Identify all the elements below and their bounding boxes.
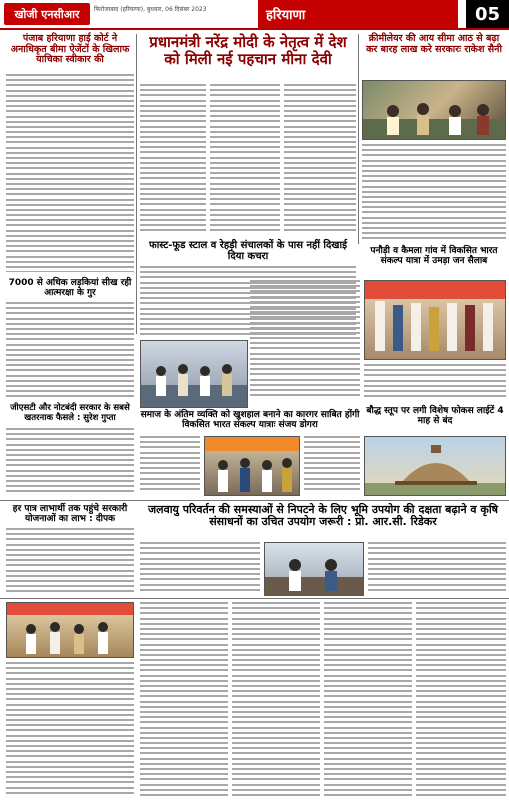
row-divider xyxy=(0,500,509,501)
photo-illustration xyxy=(141,341,248,408)
article-body xyxy=(368,542,506,596)
news-photo xyxy=(264,542,364,596)
article-body xyxy=(304,436,360,498)
article-body xyxy=(362,144,506,242)
photo-illustration xyxy=(365,281,506,360)
article-body xyxy=(6,428,134,498)
article-body xyxy=(232,602,320,796)
article-body xyxy=(210,84,280,234)
headline-fast-food: फास्ट-फूड स्टाल व रेहड़ी संचालकों के पास नहीं दिखाई दिया कचरा xyxy=(149,240,347,263)
photo-illustration xyxy=(363,81,506,140)
headline-har-patra: हर पात्र लाभार्थी तक पहुंचे सरकारी योजनाओं का लाभ : दीपक xyxy=(12,504,128,525)
article-body xyxy=(6,302,134,400)
news-photo xyxy=(364,280,506,360)
headline-gst: जीएसटी और नोटबंदी सरकार के सबसे खतरनाक फैसले : सुरेश गुप्ता xyxy=(10,403,130,423)
masthead xyxy=(0,0,509,30)
column-divider xyxy=(358,34,359,244)
article-body xyxy=(324,602,412,796)
news-photo xyxy=(364,436,506,496)
column-divider xyxy=(136,34,137,334)
article-body xyxy=(6,662,134,796)
headline-creamy-layer: क्रीमीलेयर की आय सीमा आठ से बढ़ा कर बारह लाख करे सरकारः राकेश सैनी xyxy=(366,33,502,55)
article-body xyxy=(250,280,360,400)
dateline: फिरोजाबाद (हरियाणा), बुधवार, 06 दिसंबर 2023 xyxy=(94,6,207,13)
headline-insurance: पंजाब हरियाणा हाई कोर्ट ने अनाधिकृत बीमा ऐजेंटों के खिलाफ याचिका स्वीकार की xyxy=(10,33,130,66)
article-body xyxy=(140,602,228,796)
section-title: हरियाणा xyxy=(258,0,458,28)
headline-samaj: समाज के अंतिम व्यक्ति को खुशहाल बनाने का कारगर साबित होंगी विकसित भारत संकल्प यात्राः संजय डोगरा xyxy=(140,410,360,431)
article-body xyxy=(140,84,206,234)
headline-panauri: पनौड़ी व कैमला गांव में विकसित भारत संकल्प यात्रा में उमड़ा जन सैलाब xyxy=(370,246,498,267)
headline-climate: जलवायु परिवर्तन की समस्याओं से निपटने के लिए भूमि उपयोग की दक्षता बढ़ाने व कृषि संसाधनों का उचित उपयोग जरूरी : प्रो. आर.सी. रिडेकर xyxy=(147,503,499,529)
main-headline: प्रधानमंत्री नरेंद्र मोदी के नेतृत्व में देश को मिली नई पहचान मीना देवी xyxy=(149,33,347,68)
news-photo xyxy=(6,602,134,658)
stupa-illustration xyxy=(365,437,506,496)
news-photo xyxy=(362,80,506,140)
headline-self-defence: 7000 से अधिक लड़कियां सीख रही आत्मरक्षा के गुर xyxy=(8,278,132,299)
photo-illustration xyxy=(265,543,364,596)
photo-illustration xyxy=(205,437,300,496)
article-body xyxy=(140,436,200,498)
photo-illustration xyxy=(7,603,134,658)
news-photo xyxy=(204,436,300,496)
row-divider xyxy=(0,598,509,599)
article-body xyxy=(284,84,356,234)
article-body xyxy=(6,528,134,596)
headline-stupa: बौद्ध स्तूप पर लगी विशेष फोकस लाईटें 4 माह से बंद xyxy=(366,406,504,427)
newspaper-logo: खोजी एनसीआर xyxy=(4,3,90,25)
page-number: 05 xyxy=(466,0,509,28)
article-body xyxy=(364,364,506,400)
news-photo xyxy=(140,340,248,408)
article-body xyxy=(6,74,134,272)
article-body xyxy=(416,602,506,796)
article-body xyxy=(140,542,260,596)
